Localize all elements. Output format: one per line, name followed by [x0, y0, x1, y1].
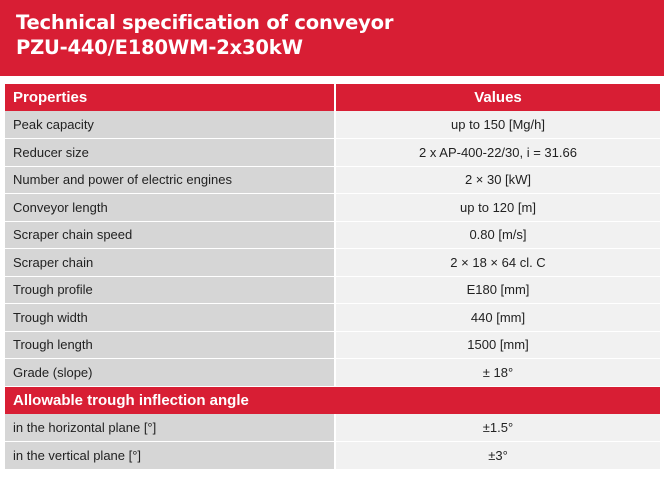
value-cell: 2 × 30 [kW] [335, 166, 660, 194]
specification-table [5, 84, 660, 470]
table-header-row [5, 84, 660, 111]
title-line-2: PZU-440/E180WM-2x30kW [16, 36, 303, 59]
value-cell: ±1.5° [335, 414, 660, 442]
property-cell: in the horizontal plane [°] [5, 414, 335, 442]
value-cell: up to 120 [m] [335, 194, 660, 222]
value-cell: ± 18° [335, 359, 660, 387]
value-cell: 440 [mm] [335, 304, 660, 332]
property-cell: Trough width [5, 304, 335, 332]
property-cell: Peak capacity [5, 111, 335, 139]
table-row [5, 442, 660, 470]
property-cell: Conveyor length [5, 194, 335, 222]
section-header-row [5, 386, 660, 414]
table-row [5, 304, 660, 332]
value-cell: 1500 [mm] [335, 331, 660, 359]
section-title: Allowable trough inflection angle [5, 386, 660, 414]
value-cell: E180 [mm] [335, 276, 660, 304]
property-cell: Reducer size [5, 139, 335, 167]
property-cell: Trough profile [5, 276, 335, 304]
value-cell: 2 × 18 × 64 cl. C [335, 249, 660, 277]
header-values: Values [335, 84, 660, 111]
property-cell: Scraper chain [5, 249, 335, 277]
header-properties: Properties [5, 84, 335, 111]
table-row [5, 414, 660, 442]
table-row [5, 194, 660, 222]
value-cell: ±3° [335, 442, 660, 470]
table-row [5, 359, 660, 387]
property-cell: Scraper chain speed [5, 221, 335, 249]
property-cell: Trough length [5, 331, 335, 359]
property-cell: in the vertical plane [°] [5, 442, 335, 470]
table-row [5, 221, 660, 249]
property-cell: Number and power of electric engines [5, 166, 335, 194]
value-cell: 2 x AP-400-22/30, i = 31.66 [335, 139, 660, 167]
table-row [5, 166, 660, 194]
value-cell: 0.80 [m/s] [335, 221, 660, 249]
table-row [5, 139, 660, 167]
table-row [5, 276, 660, 304]
title-line-1: Technical specification of conveyor [16, 11, 394, 34]
table-row [5, 111, 660, 139]
table-row [5, 249, 660, 277]
value-cell: up to 150 [Mg/h] [335, 111, 660, 139]
property-cell: Grade (slope) [5, 359, 335, 387]
title-banner [0, 0, 664, 76]
table-row [5, 331, 660, 359]
